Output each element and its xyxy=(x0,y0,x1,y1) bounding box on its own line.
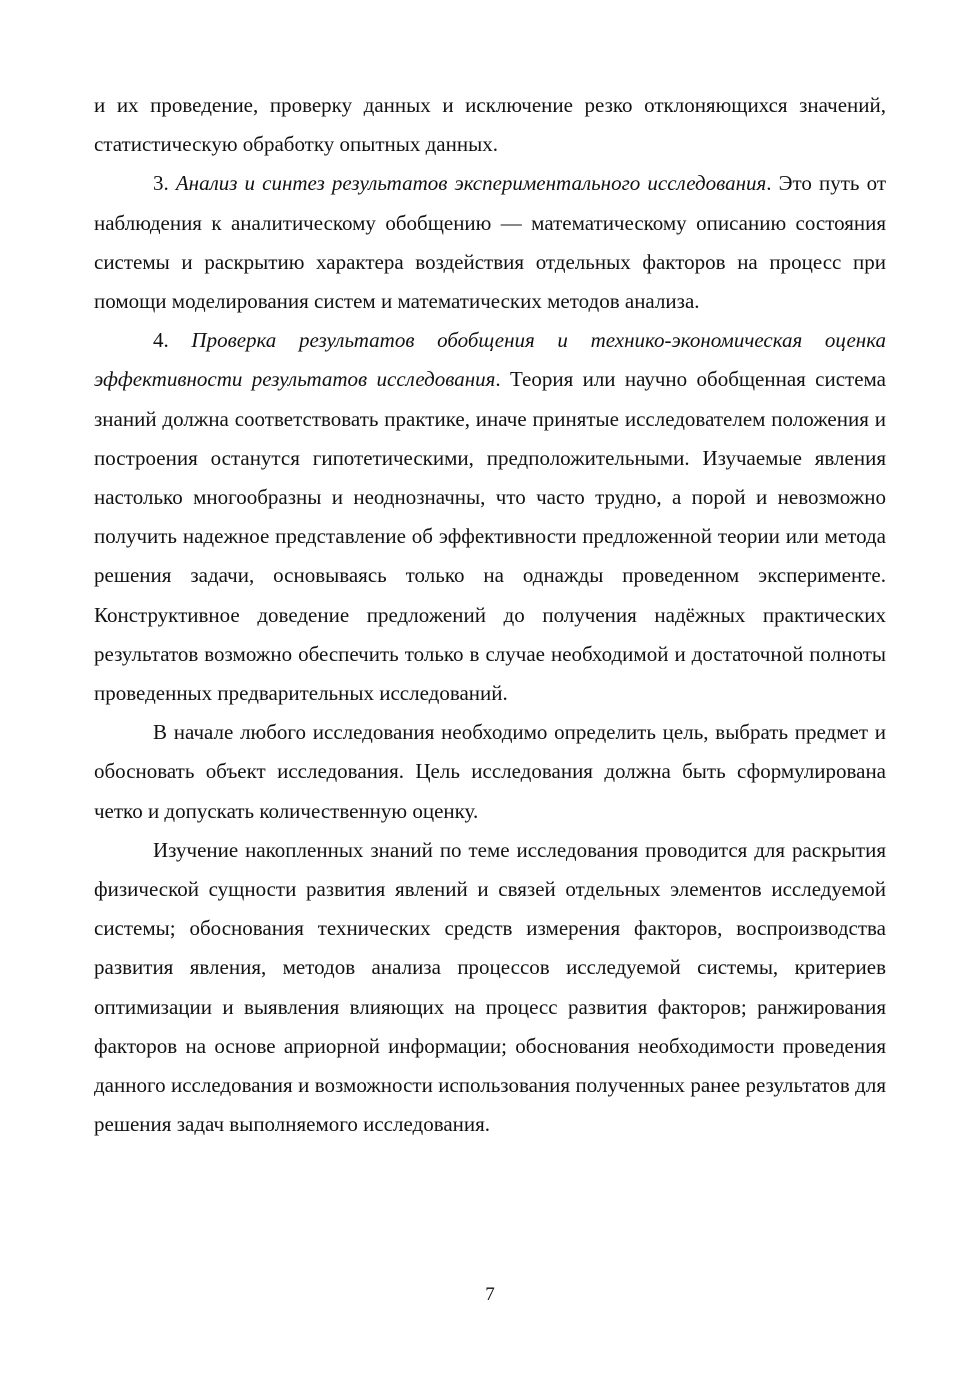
step-title: Анализ и синтез результатов экспериментального исследования xyxy=(175,171,767,196)
paragraph-continuation: и их проведение, проверку данных и исключение резко отклоняющихся значений, статистическую обработку опытных данных. xyxy=(94,93,886,157)
step-number: 3. xyxy=(153,171,176,196)
step-number: 4. xyxy=(153,328,192,353)
step-title: Проверка результатов обобщения и технико-экономическая оценка эффективности результатов исследования xyxy=(94,328,886,392)
step-description: . Теория или научно обобщенная система знаний должна соответствовать практике, иначе принятые исследователем положения и построения останутся гипотетическими, предположительными. Изучаемые явления настолько многообразны и неоднозначны, что часто трудно, а порой и невозможно получить надежное представление об эффективности предложенной теории или метода решения задачи, основываясь только на однажды проведенном эксперименте. Конструктивное доведение предложений до получения надёжных практических результатов возможно обеспечить только в случае необходимой и достаточной полноты проведенных предварительных исследований. xyxy=(94,367,887,706)
paragraph-research-goal: В начале любого исследования необходимо определить цель, выбрать предмет и обосновать объект исследования. Цель исследования должна быть сформулирована четко и допускать количественную оценку. xyxy=(94,720,886,823)
page-number: 7 xyxy=(485,1284,495,1305)
paragraph-knowledge-study: Изучение накопленных знаний по теме исследования проводится для раскрытия физической сущности развития явлений и связей отдельных элементов исследуемой системы; обоснования технических средств измерения факторов, воспроизводства развития явления, методов анализа процессов исследуемой системы, критериев оптимизации и выявления влияющих на процесс развития факторов; ранжирования факторов на основе априорной информации; обоснования необходимости проведения данного исследования и возможности использования полученных ранее результатов для решения задач выполняемого исследования. xyxy=(94,837,886,1137)
paragraph-step-3 xyxy=(94,164,886,321)
step-description: . Это путь от наблюдения к аналитическому обобщению — математическому описанию состояния системы и раскрытию характера воздействия отдельных факторов на процесс при помощи моделирования систем и математических методов анализа. xyxy=(94,171,887,314)
document-body xyxy=(94,86,886,1144)
paragraph-step-4 xyxy=(94,321,886,713)
